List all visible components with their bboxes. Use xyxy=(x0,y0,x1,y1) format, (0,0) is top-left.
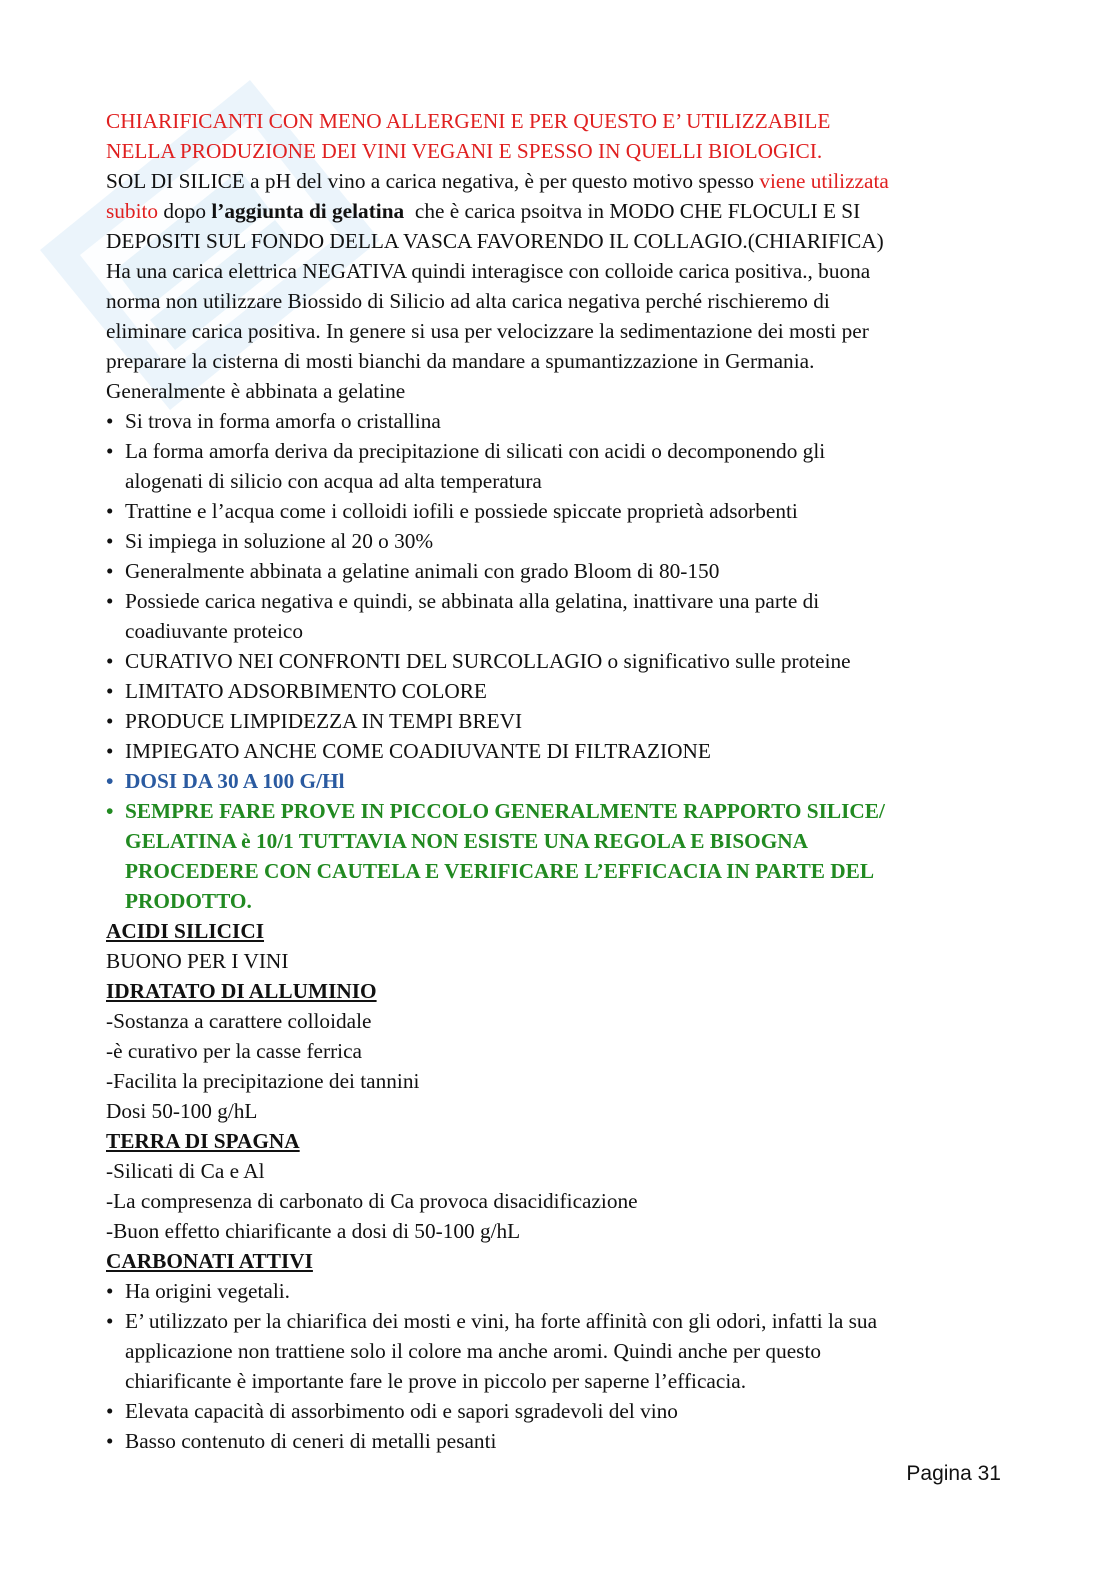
paragraph-line xyxy=(106,196,1006,226)
list-item xyxy=(106,1426,1006,1456)
list-item xyxy=(106,556,1006,586)
paragraph-line: DEPOSITI SUL FONDO DELLA VASCA FAVORENDO IL COLLAGIO.(CHIARIFICA) xyxy=(106,229,884,253)
paragraph-line: Generalmente è abbinata a gelatine xyxy=(106,379,406,403)
list-item xyxy=(106,1306,1006,1396)
text-run-red: viene utilizzata xyxy=(759,169,889,193)
list-item xyxy=(106,586,1006,646)
list-item-line: • La forma amorfa deriva da precipitazione di silicati con acidi o decomponendo gli xyxy=(125,439,826,463)
paragraph-line xyxy=(106,166,1006,196)
list-item-line: applicazione non trattiene solo il colore ma anche aromi. Quindi anche per questo xyxy=(125,1339,822,1363)
paragraph-line: Ha una carica elettrica NEGATIVA quindi interagisce con colloide carica positiva., buona xyxy=(106,259,871,283)
paragraph-line: norma non utilizzare Biossido di Silicio ad alta carica negativa perché rischieremo di xyxy=(106,289,830,313)
list-item-line: • LIMITATO ADSORBIMENTO COLORE xyxy=(125,679,487,703)
list-item-line: • Basso contenuto di ceneri di metalli pesanti xyxy=(125,1429,497,1453)
list-item-line: • Trattine e l’acqua come i colloidi iofili e possiede spiccate proprietà adsorbenti xyxy=(125,499,798,523)
sol-di-silice-paragraph xyxy=(106,166,1006,406)
list-item-line: • IMPIEGATO ANCHE COME COADIUVANTE DI FILTRAZIONE xyxy=(125,739,711,763)
text-run-bold: l’aggiunta di gelatina xyxy=(211,199,405,223)
text-run-red: subito xyxy=(106,199,159,223)
list-item xyxy=(106,436,1006,496)
text-run: SOL DI SILICE a pH del vino a carica negativa, è per questo motivo spesso xyxy=(106,169,760,193)
text-run: dopo xyxy=(158,199,212,223)
section-line: BUONO PER I VINI xyxy=(106,949,289,973)
intro-line-1: CHIARIFICANTI CON MENO ALLERGENI E PER QUESTO E’ UTILIZZABILE xyxy=(106,109,831,133)
list-item xyxy=(106,526,1006,556)
list-item-line: • E’ utilizzato per la chiarifica dei mosti e vini, ha forte affinità con gli odori, infatti la sua xyxy=(125,1309,878,1333)
list-item-line: chiarificante è importante fare le prove in piccolo per saperne l’efficacia. xyxy=(125,1369,747,1393)
list-item-line: • Si impiega in soluzione al 20 o 30% xyxy=(125,529,434,553)
carbonati-bullet-list xyxy=(106,1276,1006,1456)
list-item-line: • Possiede carica negativa e quindi, se abbinata alla gelatina, inattivare una parte di xyxy=(125,589,820,613)
document-page xyxy=(106,106,1006,1456)
list-item-line: • Ha origini vegetali. xyxy=(125,1279,290,1303)
warning-list-item xyxy=(106,796,1006,916)
list-item-line: GELATINA è 10/1 TUTTAVIA NON ESISTE UNA REGOLA E BISOGNA xyxy=(125,829,809,853)
list-item xyxy=(106,676,1006,706)
list-item-line: • Elevata capacità di assorbimento odi e sapori sgradevoli del vino xyxy=(125,1399,678,1423)
section-heading-idratato-di-alluminio: IDRATATO DI ALLUMINIO xyxy=(106,979,377,1003)
list-item-line: • Generalmente abbinata a gelatine animali con grado Bloom di 80-150 xyxy=(125,559,720,583)
list-item xyxy=(106,406,1006,436)
list-item xyxy=(106,646,1006,676)
list-item-line: PROCEDERE CON CAUTELA E VERIFICARE L’EFFICACIA IN PARTE DEL xyxy=(125,859,875,883)
list-item xyxy=(106,1396,1006,1426)
section-line: Dosi 50-100 g/hL xyxy=(106,1099,258,1123)
section-line: -è curativo per la casse ferrica xyxy=(106,1039,362,1063)
paragraph-line: eliminare carica positiva. In genere si usa per velocizzare la sedimentazione dei mosti per xyxy=(106,319,869,343)
text-run: che è carica psoitva in MODO CHE FLOCULI E SI xyxy=(404,199,861,223)
section-heading-terra-di-spagna: TERRA DI SPAGNA xyxy=(106,1129,300,1153)
list-item-line: coadiuvante proteico xyxy=(125,619,303,643)
section-line: -Buon effetto chiarificante a dosi di 50-100 g/hL xyxy=(106,1219,521,1243)
list-item-line: • SEMPRE FARE PROVE IN PICCOLO GENERALMENTE RAPPORTO SILICE/ xyxy=(125,799,885,823)
list-item-line: • PRODUCE LIMPIDEZZA IN TEMPI BREVI xyxy=(125,709,523,733)
section-line: -Sostanza a carattere colloidale xyxy=(106,1009,372,1033)
list-item-line: • Si trova in forma amorfa o cristallina xyxy=(125,409,441,433)
list-item xyxy=(106,1276,1006,1306)
section-heading-carbonati-attivi: CARBONATI ATTIVI xyxy=(106,1249,313,1273)
list-item xyxy=(106,706,1006,736)
list-item-line: alogenati di silicio con acqua ad alta temperatura xyxy=(125,469,542,493)
section-line: -La compresenza di carbonato di Ca provoca disacidificazione xyxy=(106,1189,638,1213)
silice-bullet-list xyxy=(106,406,1006,916)
dose-list-item xyxy=(106,766,1006,796)
list-item-line: • CURATIVO NEI CONFRONTI DEL SURCOLLAGIO o significativo sulle proteine xyxy=(125,649,851,673)
section-line: -Facilita la precipitazione dei tannini xyxy=(106,1069,420,1093)
list-item-line: PRODOTTO. xyxy=(125,889,252,913)
list-item xyxy=(106,496,1006,526)
section-line: -Silicati di Ca e Al xyxy=(106,1159,265,1183)
intro-line-2: NELLA PRODUZIONE DEI VINI VEGANI E SPESSO IN QUELLI BIOLOGICI. xyxy=(106,139,823,163)
list-item xyxy=(106,736,1006,766)
section-heading-acidi-silicici: ACIDI SILICICI xyxy=(106,919,265,943)
list-item-line: • DOSI DA 30 A 100 G/Hl xyxy=(125,769,345,793)
paragraph-line: preparare la cisterna di mosti bianchi da mandare a spumantizzazione in Germania. xyxy=(106,349,815,373)
page-number: Pagina 31 xyxy=(906,1462,1001,1485)
